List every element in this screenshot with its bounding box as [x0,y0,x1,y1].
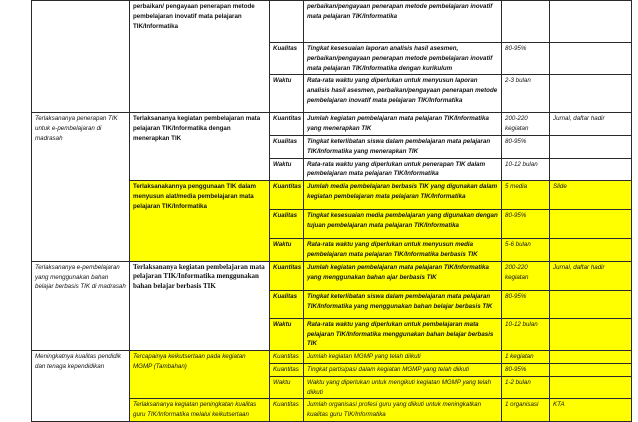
indicator-type-cell: Waktu [270,376,304,399]
evidence-cell [550,376,632,399]
target-cell: 80-95% [502,363,550,376]
document-page [31,0,631,422]
objective-cell: Terlaksananya e-pembelajaran yang menggunakan bahan belajar berbasis TIK di madrasah [32,261,130,350]
evidence-cell [550,290,632,318]
target-cell: 1-2 bulan [502,376,550,399]
indicator-type-cell: Kuantitas [270,399,304,422]
target-cell [502,1,550,43]
activity-cell: Terlaksananya kegiatan peningkatan kualitas guru TIK/Informatika melalui keikutsertaan [130,399,270,422]
indicator-cell: Rata-rata waktu yang diperlukan untuk menyusun laporan analisis hasil asesmen, perbaikan/pengayaan penerapan metode pembelajaran inovatif mata pelajaran TIK/Informatika [304,75,502,113]
target-cell: 80-95% [502,135,550,158]
objective-cell: Meningkatnya kualitas pendidik dan tenaga kependidikan [32,351,130,422]
target-cell: 200-220 kegiatan [502,113,550,136]
indicator-cell: Jumlah media pembelajaran berbasis TIK yang digunakan dalam kegiatan pembelajaran mata pelajaran TIK/Informatika [304,181,502,210]
indicator-type-cell: Kuantitas [270,351,304,364]
indicator-cell: Tingkat kesesuaian laporan analisis hasil asesmen, perbaikan/pengayaan penerapan metode pembelajaran inovatif mata pelajaran TIK/Informatika dengan kurikulum [304,43,502,75]
table-row [32,261,632,290]
indicator-cell: Tingkat keterlibatan siswa dalam pembelajaran mata pelajaran TIK/Informatika yang menerapkan TIK [304,135,502,158]
indicator-cell: Rata-rata waktu yang diperlukan untuk pembelajaran mata pelajaran TIK/Informatika menggunakan bahan belajar berbasis TIK [304,318,502,350]
evidence-cell: Slide [550,181,632,210]
objective-cell: Terlaksananya penerapan TIK untuk e-pembelajaran di madrasah [32,113,130,261]
evidence-cell [550,1,632,43]
performance-indicator-table [31,0,632,422]
evidence-cell [550,135,632,158]
indicator-type-cell: Kualitas [270,210,304,239]
evidence-cell [550,239,632,262]
activity-cell: Terlaksananya kegiatan pembelajaran mata pelajaran TIK/Informatika dengan menerapkan TIK [130,113,270,181]
target-cell: 10-12 bulan [502,318,550,350]
activity-cell: perbaikan/ pengayaan penerapan metode pembelajaran inovatif mata pelajaran TIK/Informatika [130,1,270,113]
table-row [32,1,632,43]
indicator-cell: Jumlah organisasi profesi guru yang diikuti untuk meningkatkan kualitas guru TIK/Informatika [304,399,502,422]
indicator-type-cell: Waktu [270,239,304,262]
activity-cell: Terlaksananya kegiatan pembelajaran mata pelajaran TIK/Informatika menggunakan bahan belajar berbasis TIK [130,261,270,350]
table-row [32,113,632,136]
evidence-cell: Jurnal, daftar hadir [550,261,632,290]
indicator-cell: Waktu yang diperlukan untuk mengikuti kegiatan MGMP yang telah diikuti [304,376,502,399]
indicator-type-cell: Kuantitas [270,181,304,210]
indicator-cell: Jumlah kegiatan pembelajaran mata pelajaran TIK/Informatika yang menggunakan bahan ajar berbasis TIK [304,261,502,290]
indicator-cell: Tingkat kesesuaian media pembelajaran yang digunakan dengan tujuan pembelajaran mata pelajaran TIK/Informatika [304,210,502,239]
table-row [32,351,632,364]
indicator-type-cell [270,1,304,43]
indicator-type-cell: Kualitas [270,43,304,75]
target-cell: 1 organisasi [502,399,550,422]
indicator-cell: Tingkat keterlibatan siswa dalam pembelajaran mata pelajaran TIK/Informatika yang menggunakan bahan belajar berbasis TIK [304,290,502,318]
indicator-cell: perbaikan/pengayaan penerapan metode pembelajaran inovatif mata pelajaran TIK/Informatika [304,1,502,43]
indicator-type-cell: Waktu [270,318,304,350]
indicator-type-cell: Kualitas [270,290,304,318]
indicator-cell: Tingkat partisipasi dalam kegiatan MGMP yang telah diikuti [304,363,502,376]
evidence-cell [550,210,632,239]
target-cell: 2-3 bulan [502,75,550,113]
indicator-type-cell: Kuantitas [270,261,304,290]
indicator-type-cell: Kualitas [270,135,304,158]
indicator-type-cell: Kuantitas [270,113,304,136]
target-cell: 1 kegiatan [502,351,550,364]
indicator-cell: Jumlah kegiatan MGMP yang telah diikuti [304,351,502,364]
target-cell: 5 media [502,181,550,210]
evidence-cell [550,363,632,376]
indicator-cell: Rata-rata waktu yang diperlukan untuk menyusun media pembelajaran mata pelajaran TIK/Informatika berbasis TIK [304,239,502,262]
indicator-cell: Jumlah kegiatan pembelajaran mata pelajaran TIK/Informatika yang menerapkan TIK [304,113,502,136]
evidence-cell [550,318,632,350]
indicator-type-cell: Waktu [270,158,304,181]
indicator-type-cell: Waktu [270,75,304,113]
evidence-cell: KTA [550,399,632,422]
objective-cell [32,1,130,113]
evidence-cell [550,43,632,75]
target-cell: 80-95% [502,290,550,318]
evidence-cell [550,158,632,181]
target-cell: 5-6 bulan [502,239,550,262]
activity-cell: Tercapainya keikutsertaan pada kegiatan MGMP (Tambahan) [130,351,270,399]
target-cell: 80-95% [502,210,550,239]
indicator-cell: Rata-rata waktu yang diperlukan untuk penerapan TIK dalam pembelajaran mata pelajaran TIK/Informatika [304,158,502,181]
indicator-type-cell: Kuantitas [270,363,304,376]
evidence-cell [550,351,632,364]
evidence-cell [550,75,632,113]
target-cell: 200-220 kegiatan [502,261,550,290]
target-cell: 10-12 bulan [502,158,550,181]
evidence-cell: Jurnal, daftar hadir [550,113,632,136]
target-cell: 80-95% [502,43,550,75]
activity-cell: Terlaksanakannya penggunaan TIK dalam menyusun alat/media pembelajaran mata pelajaran TIK/Informatika [130,181,270,262]
